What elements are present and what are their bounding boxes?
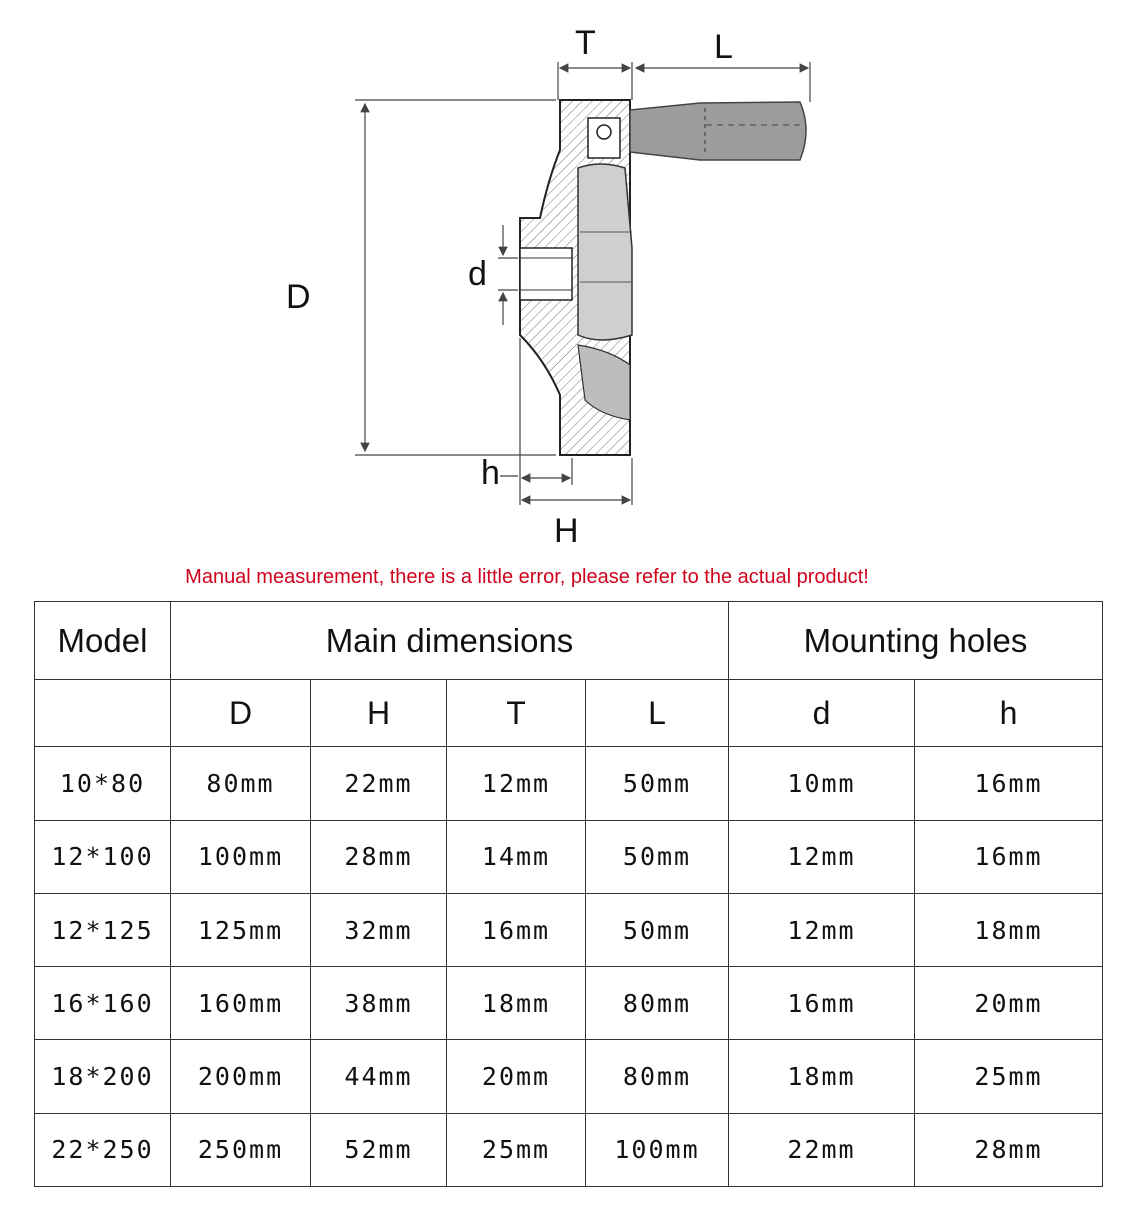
- subheader-D: D: [171, 680, 311, 747]
- subheader-L: L: [586, 680, 729, 747]
- cell-L: 50mm: [586, 893, 729, 966]
- cell-d: 10mm: [729, 747, 915, 820]
- cell-d: 12mm: [729, 820, 915, 893]
- cell-T: 12mm: [447, 747, 586, 820]
- dim-label-T: T: [575, 24, 596, 62]
- cell-model: 16*160: [35, 967, 171, 1040]
- cell-T: 25mm: [447, 1113, 586, 1186]
- cell-T: 16mm: [447, 893, 586, 966]
- subheader-h: h: [915, 680, 1103, 747]
- cell-L: 80mm: [586, 1040, 729, 1113]
- cell-L: 100mm: [586, 1113, 729, 1186]
- cell-d: 12mm: [729, 893, 915, 966]
- cell-H: 38mm: [311, 967, 447, 1040]
- handwheel-technical-drawing: [0, 0, 1134, 560]
- cell-T: 18mm: [447, 967, 586, 1040]
- table-row: [35, 1113, 1103, 1186]
- cell-D: 200mm: [171, 1040, 311, 1113]
- cell-D: 125mm: [171, 893, 311, 966]
- cell-T: 20mm: [447, 1040, 586, 1113]
- subheader-T: T: [447, 680, 586, 747]
- cell-h: 28mm: [915, 1113, 1103, 1186]
- table-row: [35, 820, 1103, 893]
- header-main-dimensions: Main dimensions: [171, 602, 729, 680]
- cell-d: 22mm: [729, 1113, 915, 1186]
- cell-h: 16mm: [915, 747, 1103, 820]
- handle: [630, 102, 806, 160]
- header-mounting-holes: Mounting holes: [729, 602, 1103, 680]
- cell-model: 22*250: [35, 1113, 171, 1186]
- subheader-empty: [35, 680, 171, 747]
- cell-L: 80mm: [586, 967, 729, 1040]
- cell-d: 16mm: [729, 967, 915, 1040]
- cell-h: 16mm: [915, 820, 1103, 893]
- cell-L: 50mm: [586, 820, 729, 893]
- wheel-body: [520, 100, 632, 455]
- cell-H: 28mm: [311, 820, 447, 893]
- cell-T: 14mm: [447, 820, 586, 893]
- cell-d: 18mm: [729, 1040, 915, 1113]
- cell-model: 10*80: [35, 747, 171, 820]
- cell-H: 52mm: [311, 1113, 447, 1186]
- cell-H: 32mm: [311, 893, 447, 966]
- dim-label-h: h: [481, 454, 500, 492]
- dim-label-L: L: [714, 28, 733, 66]
- cell-h: 20mm: [915, 967, 1103, 1040]
- handwheel-cross-section-svg: [0, 0, 1134, 560]
- cell-L: 50mm: [586, 747, 729, 820]
- measurement-disclaimer: Manual measurement, there is a little error, please refer to the actual product!: [185, 566, 869, 588]
- cell-model: 12*125: [35, 893, 171, 966]
- cell-h: 25mm: [915, 1040, 1103, 1113]
- cell-D: 100mm: [171, 820, 311, 893]
- subheader-H: H: [311, 680, 447, 747]
- cell-h: 18mm: [915, 893, 1103, 966]
- cell-model: 12*100: [35, 820, 171, 893]
- cell-D: 160mm: [171, 967, 311, 1040]
- table-row: [35, 747, 1103, 820]
- cell-H: 44mm: [311, 1040, 447, 1113]
- table-header-row: [35, 602, 1103, 680]
- table-row: [35, 893, 1103, 966]
- subheader-d: d: [729, 680, 915, 747]
- cell-H: 22mm: [311, 747, 447, 820]
- dim-label-d: d: [468, 255, 487, 293]
- header-model: Model: [35, 602, 171, 680]
- cell-D: 80mm: [171, 747, 311, 820]
- dim-label-D: D: [286, 278, 311, 316]
- table-row: [35, 1040, 1103, 1113]
- cell-D: 250mm: [171, 1113, 311, 1186]
- dimension-table: [34, 601, 1103, 1187]
- dim-label-H: H: [554, 512, 579, 550]
- table-subheader-row: [35, 680, 1103, 747]
- cell-model: 18*200: [35, 1040, 171, 1113]
- table-row: [35, 967, 1103, 1040]
